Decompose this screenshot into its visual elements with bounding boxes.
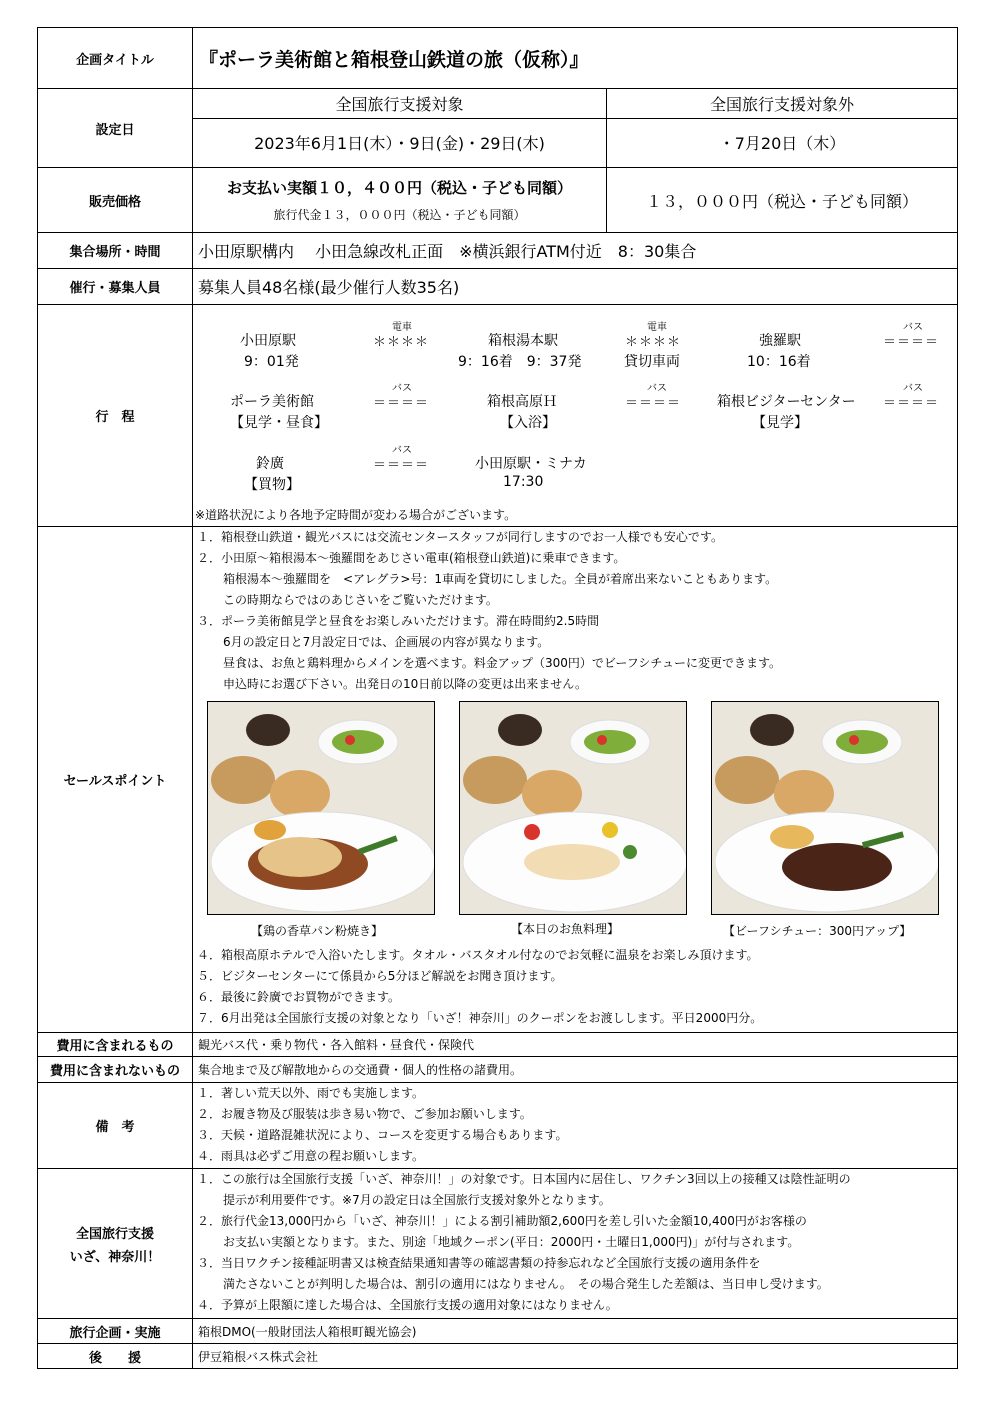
itinerary bbox=[193, 305, 957, 523]
stop-gora: 強羅駅 bbox=[759, 333, 801, 349]
tour-title: 『ポーラ美術館と箱根登山鉄道の旅（仮称）』 bbox=[193, 28, 958, 89]
sales-line-4: この時期ならではのあじさいをご覧いただけます。 bbox=[223, 593, 498, 607]
mode-6: バス bbox=[903, 383, 923, 394]
sales-line-11: ６．最後に鈴廣でお買物ができます。 bbox=[197, 990, 401, 1004]
remark-4: ４．雨具は必ずご用意の程お願いします。 bbox=[197, 1149, 425, 1163]
title-label: 企画タイトル bbox=[38, 28, 193, 89]
sales-list-top bbox=[197, 527, 781, 695]
meeting-value: 小田原駅構内 小田急線改札正面 ※横浜銀行ATM付近 8：30集合 bbox=[193, 233, 958, 269]
price-label: 販売価格 bbox=[38, 168, 193, 233]
price-actual: お支払い実額１０，４００円（税込・子ども同額） bbox=[226, 179, 572, 197]
mode-5: バス bbox=[647, 383, 667, 394]
act-kogen: 【入浴】 bbox=[500, 415, 556, 431]
sales-line-8: 申込時にお選び下さい。出発日の10日前以降の変更は出来ません。 bbox=[223, 677, 587, 691]
members-label: 催行・募集人員 bbox=[38, 269, 193, 305]
stop-pola: ポーラ美術館 bbox=[230, 394, 314, 410]
support-org-value: 伊豆箱根バス株式会社 bbox=[193, 1344, 958, 1369]
arrow-5: ＝＝＝＝ bbox=[625, 396, 682, 411]
meeting-label: 集合場所・時間 bbox=[38, 233, 193, 269]
arrow-1: ＊＊＊＊ bbox=[373, 335, 430, 350]
date-col1-head: 全国旅行支援対象 bbox=[193, 90, 606, 119]
arrow-2: ＊＊＊＊ bbox=[625, 335, 682, 350]
stop-suzuhiro: 鈴廣 bbox=[256, 456, 284, 472]
sales-line-6: 6月の設定日と7月設定日では、企画展の内容が異なります。 bbox=[223, 635, 550, 649]
time-odawara: 9：01発 bbox=[244, 354, 299, 370]
sales-points bbox=[193, 527, 957, 1032]
act-pola: 【見学・昼食】 bbox=[230, 415, 328, 431]
sales-line-7: 昼食は、お魚と鶏料理からメインを選べます。料金アップ（300円）でビーフシチューに変更できます。 bbox=[223, 656, 781, 670]
stop-visitor: 箱根ビジターセンター bbox=[717, 394, 856, 410]
sales-line-1: １．箱根登山鉄道・観光バスには交流センタースタッフが同行しますのでお一人様でも安心です。 bbox=[197, 530, 723, 544]
fish-dish-image bbox=[460, 702, 686, 914]
support-line-2: 提示が利用要件です。※7月の設定日は全国旅行支援対象外となります。 bbox=[223, 1193, 611, 1207]
date-col1-value: 2023年6月1日(木）・9日(金)・29日(木) bbox=[254, 134, 545, 154]
support-line-5: ３．当日ワクチン接種証明書又は検査結果通知書等の確認書類の持参忘れなど全国旅行支援の適用条件を bbox=[197, 1256, 761, 1270]
remark-3: ３．天候・道路混雑状況により、コースを変更する場合もあります。 bbox=[197, 1128, 568, 1142]
support-line-3: ２．旅行代金13,000円から「いざ、神奈川！」による割引補助額2,600円を差し引いた金額10,400円がお客様の bbox=[197, 1214, 807, 1228]
note-charter: 貸切車両 bbox=[624, 354, 680, 370]
support-line-1: １．この旅行は全国旅行支援「いざ、神奈川！」の対象です。日本国内に居住し、ワクチン3回以上の接種又は陰性証明の bbox=[197, 1172, 851, 1186]
mode-7: バス bbox=[392, 445, 412, 456]
support-line-7: ４．予算が上限額に達した場合は、全国旅行支援の適用対象にはなりません。 bbox=[197, 1298, 618, 1312]
sales-line-3: 箱根湯本～強羅間を <アレグラ>号：1車両を貸切にしました。全員が着席出来ないこともあります。 bbox=[223, 572, 778, 586]
photo-beef bbox=[711, 701, 939, 915]
time-yumoto: 9：16着 9：37発 bbox=[458, 354, 582, 370]
stop-odawara: 小田原駅 bbox=[240, 333, 296, 349]
arrow-6: ＝＝＝＝ bbox=[883, 396, 940, 411]
mode-2: 電車 bbox=[647, 322, 667, 333]
date-label: 設定日 bbox=[38, 89, 193, 168]
mode-4: バス bbox=[392, 383, 412, 394]
date-col2-value: ・7月20日（木） bbox=[718, 134, 846, 154]
excluded-label: 費用に含まれないもの bbox=[38, 1057, 193, 1083]
time-gora: 10：16着 bbox=[747, 354, 811, 370]
remark-2: ２．お履き物及び服装は歩き易い物で、ご参加お願いします。 bbox=[197, 1107, 532, 1121]
sales-label: セールスポイント bbox=[38, 527, 193, 1033]
sales-line-12: ７．6月出発は全国旅行支援の対象となり「いざ！神奈川」のクーポンをお渡しします。平日2000円分。 bbox=[197, 1011, 763, 1025]
support-list bbox=[193, 1169, 957, 1316]
price-col2: １３，０００円（税込・子ども同額） bbox=[607, 168, 958, 233]
caption-fish: 【本日のお魚料理】 bbox=[511, 922, 620, 936]
remarks-label: 備 考 bbox=[38, 1083, 193, 1169]
support-org-label: 後 援 bbox=[38, 1344, 193, 1369]
tour-plan-sheet bbox=[37, 27, 958, 1369]
support-label-1: 全国旅行支援 bbox=[75, 1226, 154, 1242]
organizer-label: 旅行企画・実施 bbox=[38, 1319, 193, 1344]
arrow-7: ＝＝＝＝ bbox=[373, 458, 430, 473]
arrow-4: ＝＝＝＝ bbox=[373, 396, 430, 411]
included-value: 観光バス代・乗り物代・各入館料・昼食代・保険代 bbox=[193, 1033, 958, 1057]
arrow-3: ＝＝＝＝ bbox=[883, 335, 940, 350]
remark-1: １．著しい荒天以外、雨でも実施します。 bbox=[197, 1086, 425, 1100]
sales-line-9: ４．箱根高原ホテルで入浴いたします。タオル・バスタオル付なのでお気軽に温泉をお楽しみ頂けます。 bbox=[197, 948, 759, 962]
support-label bbox=[38, 1169, 193, 1319]
caption-beef: 【ビーフシチュー：300円アップ】 bbox=[723, 924, 912, 938]
organizer-value: 箱根DMO(一般財団法人箱根町観光協会) bbox=[193, 1319, 958, 1344]
sales-line-10: ５．ビジターセンターにて係員から5分ほど解説をお聞き頂けます。 bbox=[197, 969, 563, 983]
included-label: 費用に含まれるもの bbox=[38, 1033, 193, 1057]
itinerary-label: 行 程 bbox=[38, 305, 193, 527]
stop-odawara-minaka: 小田原駅・ミナカ bbox=[475, 456, 587, 472]
sales-line-5: ３．ポーラ美術館見学と昼食をお楽しみいただけます。滞在時間約2.5時間 bbox=[197, 614, 600, 628]
support-line-4: お支払い実額となります。また、別途「地域クーポン(平日：2000円・土曜日1,000円)」が付与されます。 bbox=[223, 1235, 800, 1249]
act-suzuhiro: 【買物】 bbox=[244, 477, 300, 493]
remarks-list bbox=[193, 1083, 957, 1167]
stop-kogen: 箱根高原Ｈ bbox=[487, 394, 557, 410]
stop-yumoto: 箱根湯本駅 bbox=[488, 333, 558, 349]
excluded-value: 集合地まで及び解散地からの交通費・個人的性格の諸費用。 bbox=[193, 1057, 958, 1083]
photo-chicken bbox=[207, 701, 435, 915]
time-minaka: 17:30 bbox=[503, 474, 544, 490]
chicken-dish-image bbox=[208, 702, 434, 914]
beef-stew-image bbox=[712, 702, 938, 914]
caption-chicken: 【鶏の香草パン粉焼き】 bbox=[251, 924, 384, 938]
photo-fish bbox=[459, 701, 687, 915]
members-value: 募集人員48名様(最少催行人数35名) bbox=[193, 269, 958, 305]
mode-3: バス bbox=[903, 322, 923, 333]
price-travel: 旅行代金１３，０００円（税込・子ども同額） bbox=[273, 208, 526, 222]
mode-1: 電車 bbox=[392, 322, 412, 333]
support-line-6: 満たさないことが判明した場合は、割引の適用にはなりません。 その場合発生した差額は、当日申し受けます。 bbox=[223, 1277, 829, 1291]
support-label-2: いざ、神奈川！ bbox=[69, 1249, 161, 1265]
sales-line-2: ２．小田原～箱根湯本～強羅間をあじさい電車(箱根登山鉄道)に乗車できます。 bbox=[197, 551, 626, 565]
itinerary-note: ※道路状況により各地予定時間が変わる場合がございます。 bbox=[195, 508, 517, 522]
sales-list-bottom bbox=[197, 945, 762, 1029]
act-visitor: 【見学】 bbox=[752, 415, 808, 431]
date-col2-head: 全国旅行支援対象外 bbox=[607, 90, 957, 119]
